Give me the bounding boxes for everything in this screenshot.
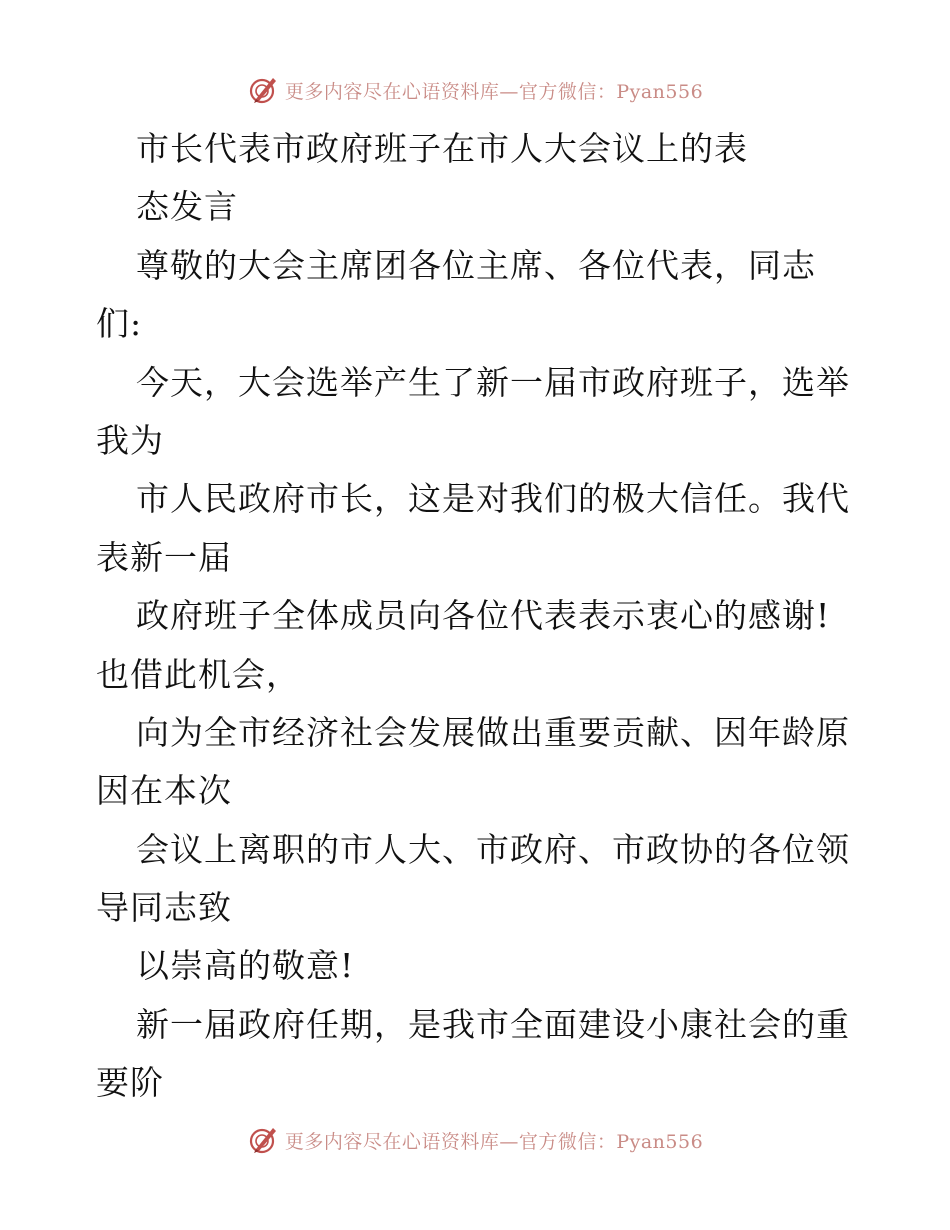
footer-watermark — [0, 1120, 950, 1160]
text-line: 市人民政府市长，这是对我们的极大信任。我代 — [136, 479, 850, 519]
text-line: 市长代表市政府班子在市人大会议上的表 — [136, 129, 748, 168]
text-line: 向为全市经济社会发展做出重要贡献、因年龄原 — [136, 712, 850, 752]
text-line: 会议上离职的市人大、市政府、市政协的各位领 — [136, 829, 850, 869]
text-line: 我为 — [96, 420, 164, 460]
text-line: 以崇高的敬意! — [136, 946, 355, 986]
text-line: 也借此机会， — [96, 654, 300, 694]
pen-logo-icon — [247, 74, 279, 106]
document-body — [96, 120, 856, 1113]
watermark-text: 更多内容尽在心语资料库—官方微信：Pyan556 — [284, 80, 704, 103]
text-line: 导同志致 — [96, 888, 232, 928]
text-line: 态发言 — [136, 187, 238, 227]
text-line: 今天，大会选举产生了新一届市政府班子，选举 — [136, 362, 850, 402]
text-line: 要阶 — [96, 1063, 164, 1103]
watermark-text: 更多内容尽在心语资料库—官方微信：Pyan556 — [284, 1130, 704, 1153]
text-line: 尊敬的大会主席团各位主席、各位代表，同志 — [136, 245, 816, 285]
text-line: 因在本次 — [96, 771, 232, 811]
text-line: 政府班子全体成员向各位代表表示衷心的感谢! — [136, 596, 831, 636]
header-watermark — [0, 70, 950, 110]
text-line: 表新一届 — [96, 537, 232, 577]
pen-logo-icon — [247, 1124, 279, 1156]
text-line: 新一届政府任期，是我市全面建设小康社会的重 — [136, 1004, 850, 1044]
text-line: 们: — [96, 304, 143, 344]
